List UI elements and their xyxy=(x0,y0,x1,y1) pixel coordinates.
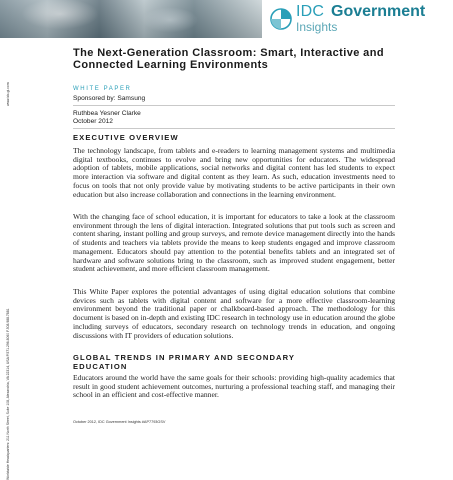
sponsor-line: Sponsored by: Samsung xyxy=(73,95,146,102)
section-body xyxy=(73,288,395,340)
sidebar-website: www.idc-gi.com xyxy=(6,82,10,106)
section-body xyxy=(73,374,395,400)
document-type: WHITE PAPER xyxy=(73,86,132,92)
paragraph: With the changing face of school education, it is important for educators to take a look at the classroom environment through the lens of digital interaction. Integrated solutions that put tools such as screen and content sharing, instant polling and group surveys, and remote device management directly into the hands of students and teachers via tablets provide the means to keep students engaged and improve classroom management. Educators should pay attention to the potential benefits tablets and an integrated set of hardware and software solutions bring to the classroom, such as improved student engagement, better student achievement, and more efficient classroom management. xyxy=(73,212,395,274)
sidebar-address: Worldwide Headquarters: 211 North Street, Suite 108, Alexandria, VA 22314, USA P.571.296.8060 F.508.988.7881 xyxy=(6,308,10,480)
divider xyxy=(73,105,395,106)
section-heading: EXECUTIVE OVERVIEW xyxy=(73,133,179,142)
document-title: The Next-Generation Classroom: Smart, Interactive and Connected Learning Environments xyxy=(73,47,384,71)
logo-insights-text: Insights xyxy=(296,20,338,34)
section-heading: GLOBAL TRENDS IN PRIMARY AND SECONDARY EDUCATION xyxy=(73,353,295,371)
section-body xyxy=(73,213,395,274)
section-body xyxy=(73,147,395,199)
author-name: Ruthbea Yesner Clarke xyxy=(73,110,141,117)
header-photo-banner xyxy=(0,0,262,38)
paragraph: This White Paper explores the potential advantages of using digital education solutions that combine devices such as tablets with digital content and software for a more effective classroom-learning environment beyond the traditional paper or chalkboard-based approach. The methodology for this document is based on in-depth and existing IDC research in technology use in education around the globe including surveys of educators, secondary research on technology trends in education, and ongoing discussions with IT providers of education solutions. xyxy=(73,287,395,340)
idc-logo-mark-icon xyxy=(270,8,292,30)
logo-idc-text: IDC xyxy=(296,3,325,20)
logo-government-text: Government xyxy=(331,3,426,20)
page-footer: October 2012, IDC Government Insights #AP7793GSV xyxy=(73,420,166,424)
idc-government-insights-logo xyxy=(262,0,453,38)
divider xyxy=(73,128,395,129)
author-block xyxy=(73,110,395,126)
paragraph: Educators around the world have the same goals for their schools: providing high-quality academics that result in good student achievement outcomes, nurturing a professional teaching staff, and managing their school in an efficient and cost-effective manner. xyxy=(73,373,395,400)
paragraph: The technology landscape, from tablets and e-readers to learning management systems and multimedia digital textbooks, continues to evolve and bring new opportunities for educators. The widespread adoption of tablets, mobile applications, social networks and digital content has led students to expect more interaction via software and digital content as they learn. As such, education investments need to focus on tools that not only provide value by motivating students to be active participants in their own education but also increase collaboration and connections in the learning environment. xyxy=(73,146,395,199)
publication-date: October 2012 xyxy=(73,118,113,125)
